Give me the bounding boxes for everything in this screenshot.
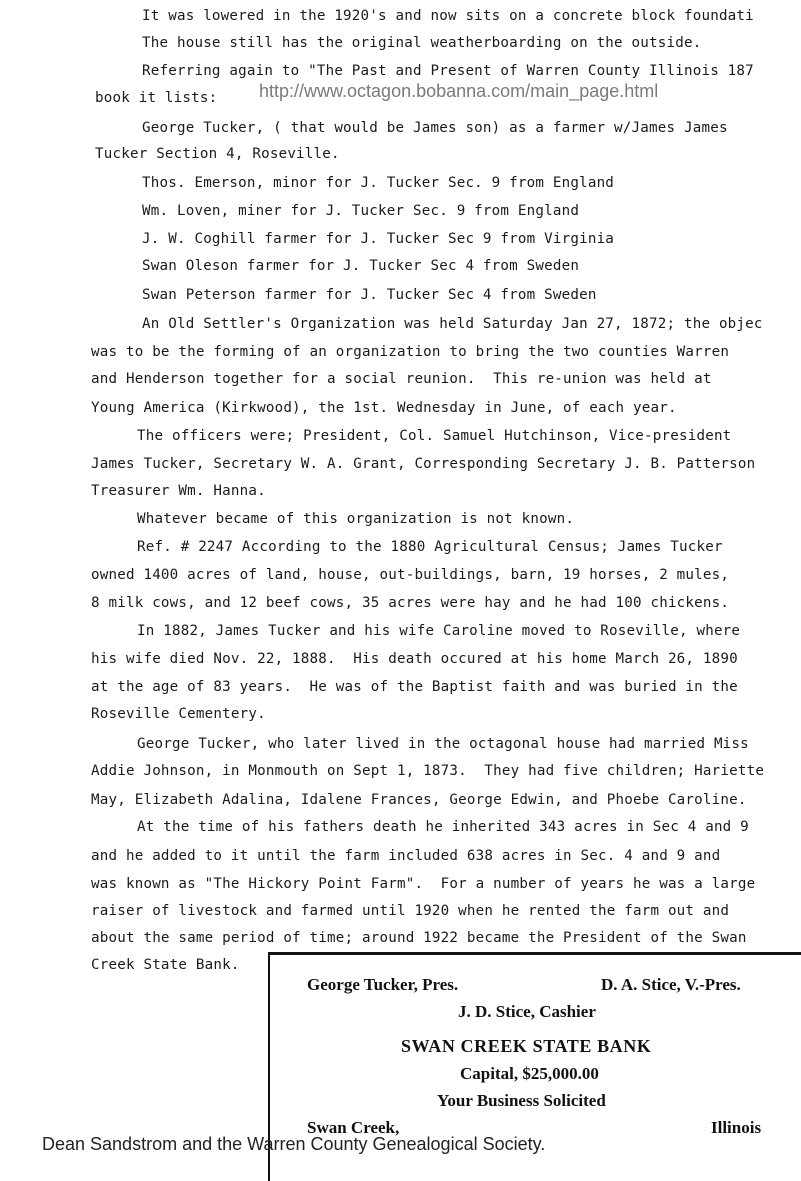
text-line: The officers were; President, Col. Samuel Hutchinson, Vice-president xyxy=(137,428,732,444)
footer-credit: Dean Sandstrom and the Warren County Genealogical Society. xyxy=(42,1134,546,1154)
text-line: 8 milk cows, and 12 beef cows, 35 acres were hay and he had 100 chickens. xyxy=(91,595,730,611)
text-line: In 1882, James Tucker and his wife Caroline moved to Roseville, where xyxy=(137,623,741,639)
bank-town: Swan Creek, xyxy=(307,1118,400,1137)
bank-cashier: J. D. Stice, Cashier xyxy=(458,1002,596,1021)
text-line: his wife died Nov. 22, 1888. His death occured at his home March 26, 1890 xyxy=(91,651,738,667)
text-line: at the age of 83 years. He was of the Baptist faith and was buried in the xyxy=(91,679,738,695)
text-line: Addie Johnson, in Monmouth on Sept 1, 1873. They had five children; Hariette xyxy=(91,763,765,779)
text-line: Treasurer Wm. Hanna. xyxy=(91,483,266,499)
source-url-link[interactable]: http://www.octagon.bobanna.com/main_page.html xyxy=(259,81,659,101)
bank-slogan: Your Business Solicited xyxy=(437,1091,606,1110)
text-line: Referring again to "The Past and Present of Warren County Illinois 187 xyxy=(142,63,754,79)
text-line: owned 1400 acres of land, house, out-buildings, barn, 19 horses, 2 mules, xyxy=(91,567,730,583)
text-line: Roseville Cementery. xyxy=(91,706,266,722)
text-line: and he added to it until the farm included 638 acres in Sec. 4 and 9 and xyxy=(91,848,721,864)
text-line: Swan Oleson farmer for J. Tucker Sec 4 from Sweden xyxy=(142,258,580,274)
text-line: book it lists: xyxy=(95,90,218,106)
bank-state: Illinois xyxy=(711,1118,762,1137)
text-line: Creek State Bank. xyxy=(91,957,240,973)
text-line: Wm. Loven, miner for J. Tucker Sec. 9 from England xyxy=(142,203,580,219)
text-line: Swan Peterson farmer for J. Tucker Sec 4 from Sweden xyxy=(142,287,597,303)
text-line: J. W. Coghill farmer for J. Tucker Sec 9 from Virginia xyxy=(142,231,615,247)
text-line: about the same period of time; around 1922 became the President of the Swan xyxy=(91,930,747,946)
text-line: raiser of livestock and farmed until 1920 when he rented the farm out and xyxy=(91,903,730,919)
text-line: Young America (Kirkwood), the 1st. Wednesday in June, of each year. xyxy=(91,400,677,416)
text-line: It was lowered in the 1920's and now sits on a concrete block foundati xyxy=(142,8,754,24)
text-line: Thos. Emerson, minor for J. Tucker Sec. 9 from England xyxy=(142,175,615,191)
text-line: Ref. # 2247 According to the 1880 Agricultural Census; James Tucker xyxy=(137,539,723,555)
text-line: Whatever became of this organization is not known. xyxy=(137,511,575,527)
text-line: At the time of his fathers death he inherited 343 acres in Sec 4 and 9 xyxy=(137,819,749,835)
text-line: was to be the forming of an organization to bring the two counties Warren xyxy=(91,344,730,360)
text-line: May, Elizabeth Adalina, Idalene Frances, George Edwin, and Phoebe Caroline. xyxy=(91,792,747,808)
text-line: and Henderson together for a social reunion. This re-union was held at xyxy=(91,371,712,387)
bank-vice-president: D. A. Stice, V.-Pres. xyxy=(601,975,741,994)
text-line: An Old Settler's Organization was held Saturday Jan 27, 1872; the objec xyxy=(142,316,763,332)
bank-capital: Capital, $25,000.00 xyxy=(460,1064,599,1083)
text-line: Tucker Section 4, Roseville. xyxy=(95,146,340,162)
text-line: George Tucker, ( that would be James son) as a farmer w/James James xyxy=(142,120,728,136)
bank-president: George Tucker, Pres. xyxy=(307,975,459,994)
bank-name: SWAN CREEK STATE BANK xyxy=(401,1036,652,1056)
text-line: The house still has the original weatherboarding on the outside. xyxy=(142,35,702,51)
text-line: George Tucker, who later lived in the octagonal house had married Miss xyxy=(137,736,749,752)
text-line: James Tucker, Secretary W. A. Grant, Corresponding Secretary J. B. Patterson xyxy=(91,456,756,472)
text-line: was known as "The Hickory Point Farm". For a number of years he was a large xyxy=(91,876,756,892)
